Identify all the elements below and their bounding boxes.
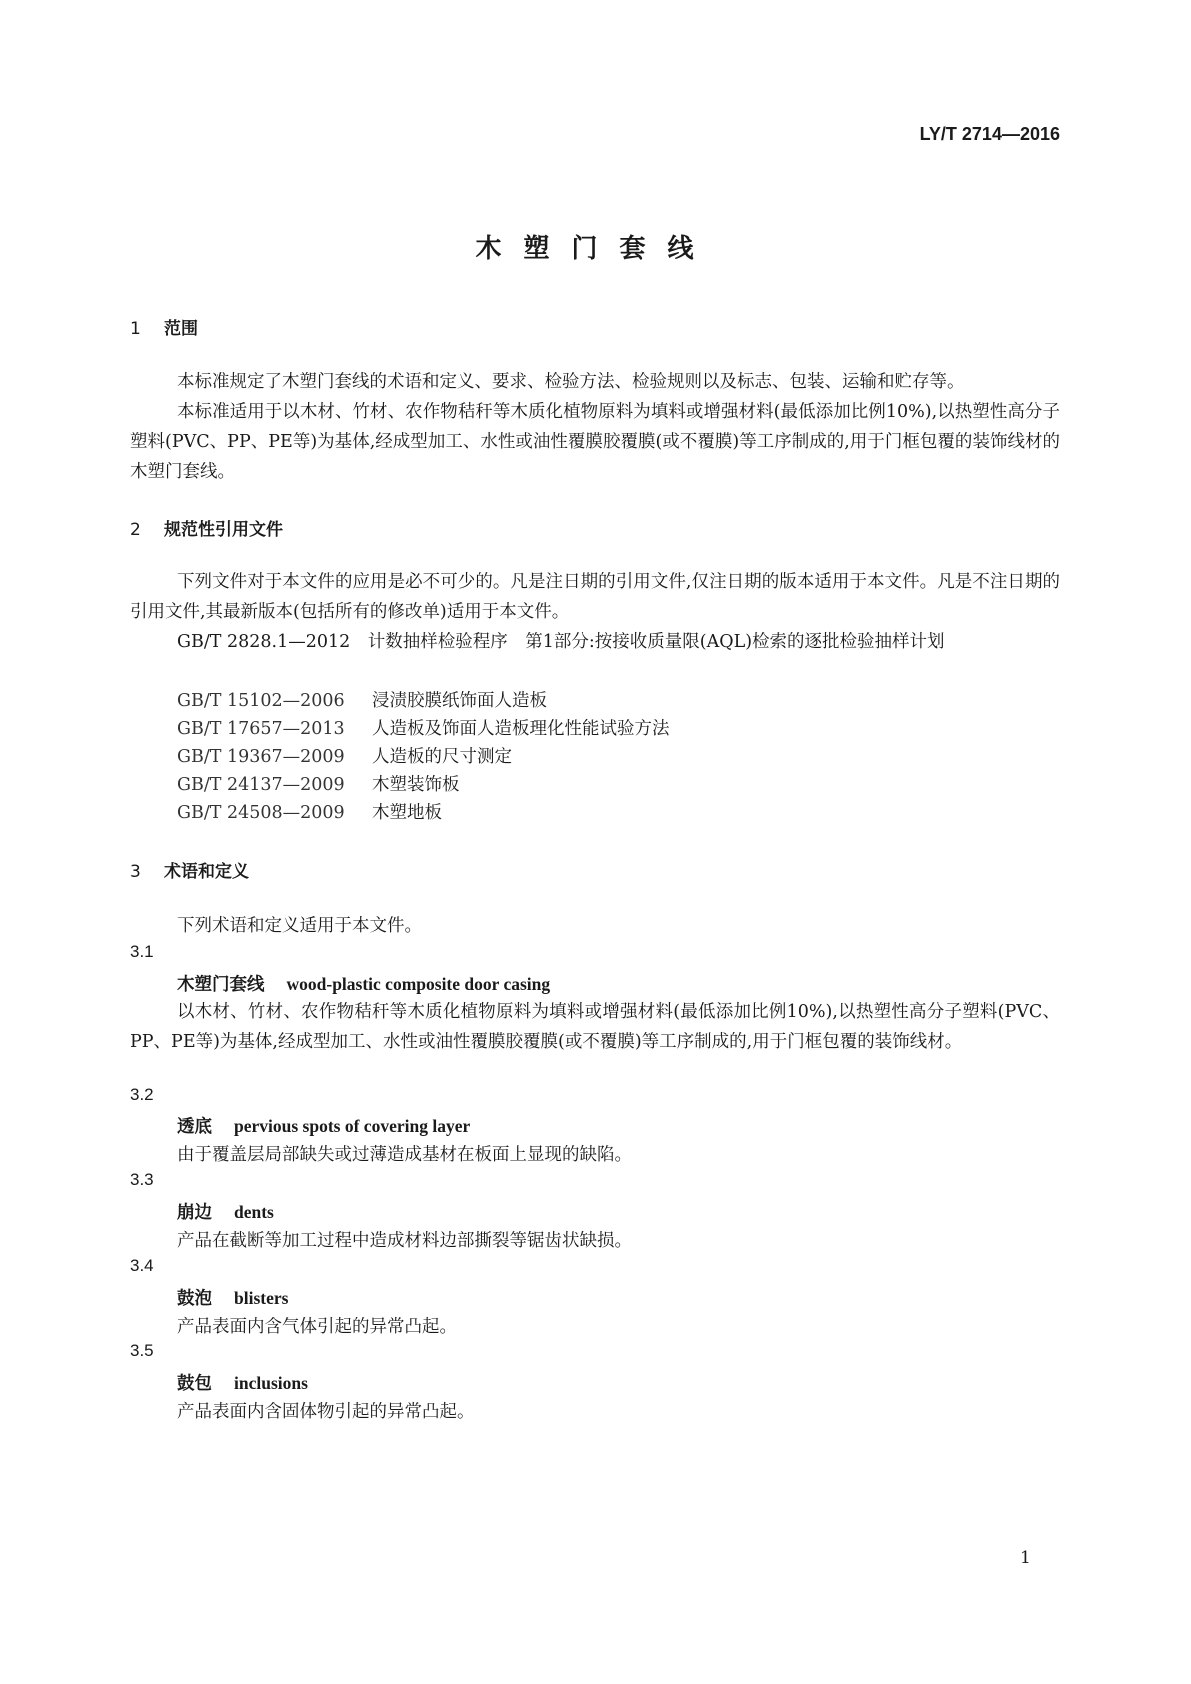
section-number: 1	[130, 319, 141, 339]
term-definition: 产品表面内含固体物引起的异常凸起。	[177, 1402, 475, 1422]
standard-code: LY/T 2714—2016	[919, 124, 1060, 144]
reference-title: 浸渍胶膜纸饰面人造板	[372, 691, 547, 711]
scope-paragraph-2: 本标准适用于以木材、竹材、农作物秸秆等木质化植物原料为填料或增强材料(最低添加比例10%),以热塑性高分子塑料(PVC、PP、PE等)为基体,经成型加工、水性或油性覆膜胶覆膜(或不覆膜)等工序制成的,用于门框包覆的装饰线材的木塑门套线。	[130, 402, 1060, 482]
section-number: 2	[130, 520, 141, 540]
reference-title: 木塑地板	[372, 803, 442, 823]
term-heading	[177, 1370, 308, 1395]
term-chinese: 崩边	[177, 1203, 212, 1223]
term-english: wood-plastic composite door casing	[286, 974, 551, 994]
section-title: 规范性引用文件	[164, 520, 283, 540]
reference-code: GB/T 24508—2009	[177, 803, 345, 823]
term-chinese: 透底	[177, 1117, 212, 1137]
term-definition: 由于覆盖层局部缺失或过薄造成基材在板面上显现的缺陷。	[177, 1145, 632, 1165]
clause-number: 3.4	[130, 1256, 154, 1275]
reference-code: GB/T 19367—2009	[177, 747, 345, 767]
reference-item	[177, 687, 547, 712]
reference-title: 人造板的尺寸测定	[372, 747, 512, 767]
term-definition: 以木材、竹材、农作物秸秆等木质化植物原料为填料或增强材料(最低添加比例10%),以热塑性高分子塑料(PVC、PP、PE等)为基体,经成型加工、水性或油性覆膜胶覆膜(或不覆膜)等工序制成的,用于门框包覆的装饰线材。	[130, 1002, 1060, 1052]
scope-paragraph-1: 本标准规定了木塑门套线的术语和定义、要求、检验方法、检验规则以及标志、包装、运输和贮存等。	[177, 372, 965, 392]
clause-number: 3.2	[130, 1085, 154, 1104]
section-title: 术语和定义	[164, 862, 249, 882]
clause-number: 3.1	[130, 942, 154, 961]
term-heading	[177, 1113, 470, 1138]
term-chinese: 木塑门套线	[177, 975, 265, 995]
term-english: blisters	[234, 1288, 289, 1308]
term-heading	[177, 1199, 274, 1224]
page-number: 1	[1020, 1548, 1031, 1568]
term-english: pervious spots of covering layer	[234, 1116, 471, 1136]
reference-item	[177, 799, 442, 824]
term-english: inclusions	[234, 1373, 308, 1393]
term-english: dents	[234, 1202, 274, 1222]
reference-title: 人造板及饰面人造板理化性能试验方法	[372, 719, 670, 739]
section-2-heading	[130, 515, 283, 540]
section-title: 范围	[164, 319, 198, 339]
reference-code: GB/T 17657—2013	[177, 719, 345, 739]
clause-number: 3.3	[130, 1170, 154, 1189]
section-1-heading	[130, 314, 198, 339]
term-chinese: 鼓泡	[177, 1289, 212, 1309]
section-3-heading	[130, 857, 249, 882]
reference-title: 木塑装饰板	[372, 775, 460, 795]
reference-item	[177, 715, 670, 740]
reference-code: GB/T 24137—2009	[177, 775, 345, 795]
terms-intro: 下列术语和定义适用于本文件。	[177, 916, 422, 936]
clause-number: 3.5	[130, 1341, 154, 1360]
term-heading	[177, 971, 550, 996]
references-intro: 下列文件对于本文件的应用是必不可少的。凡是注日期的引用文件,仅注日期的版本适用于本文件。凡是不注日期的引用文件,其最新版本(包括所有的修改单)适用于本文件。	[130, 572, 1060, 622]
reference-item: GB/T 2828.1—2012 计数抽样检验程序 第1部分:按接收质量限(AQL)检索的逐批检验抽样计划	[177, 632, 945, 652]
reference-code: GB/T 15102—2006	[177, 691, 345, 711]
term-heading	[177, 1285, 288, 1310]
term-definition: 产品表面内含气体引起的异常凸起。	[177, 1317, 457, 1337]
term-definition: 产品在截断等加工过程中造成材料边部撕裂等锯齿状缺损。	[177, 1231, 632, 1251]
reference-item	[177, 771, 460, 796]
term-chinese: 鼓包	[177, 1374, 212, 1394]
document-title: 木塑门套线	[475, 234, 716, 264]
reference-item	[177, 743, 512, 768]
section-number: 3	[130, 862, 141, 882]
